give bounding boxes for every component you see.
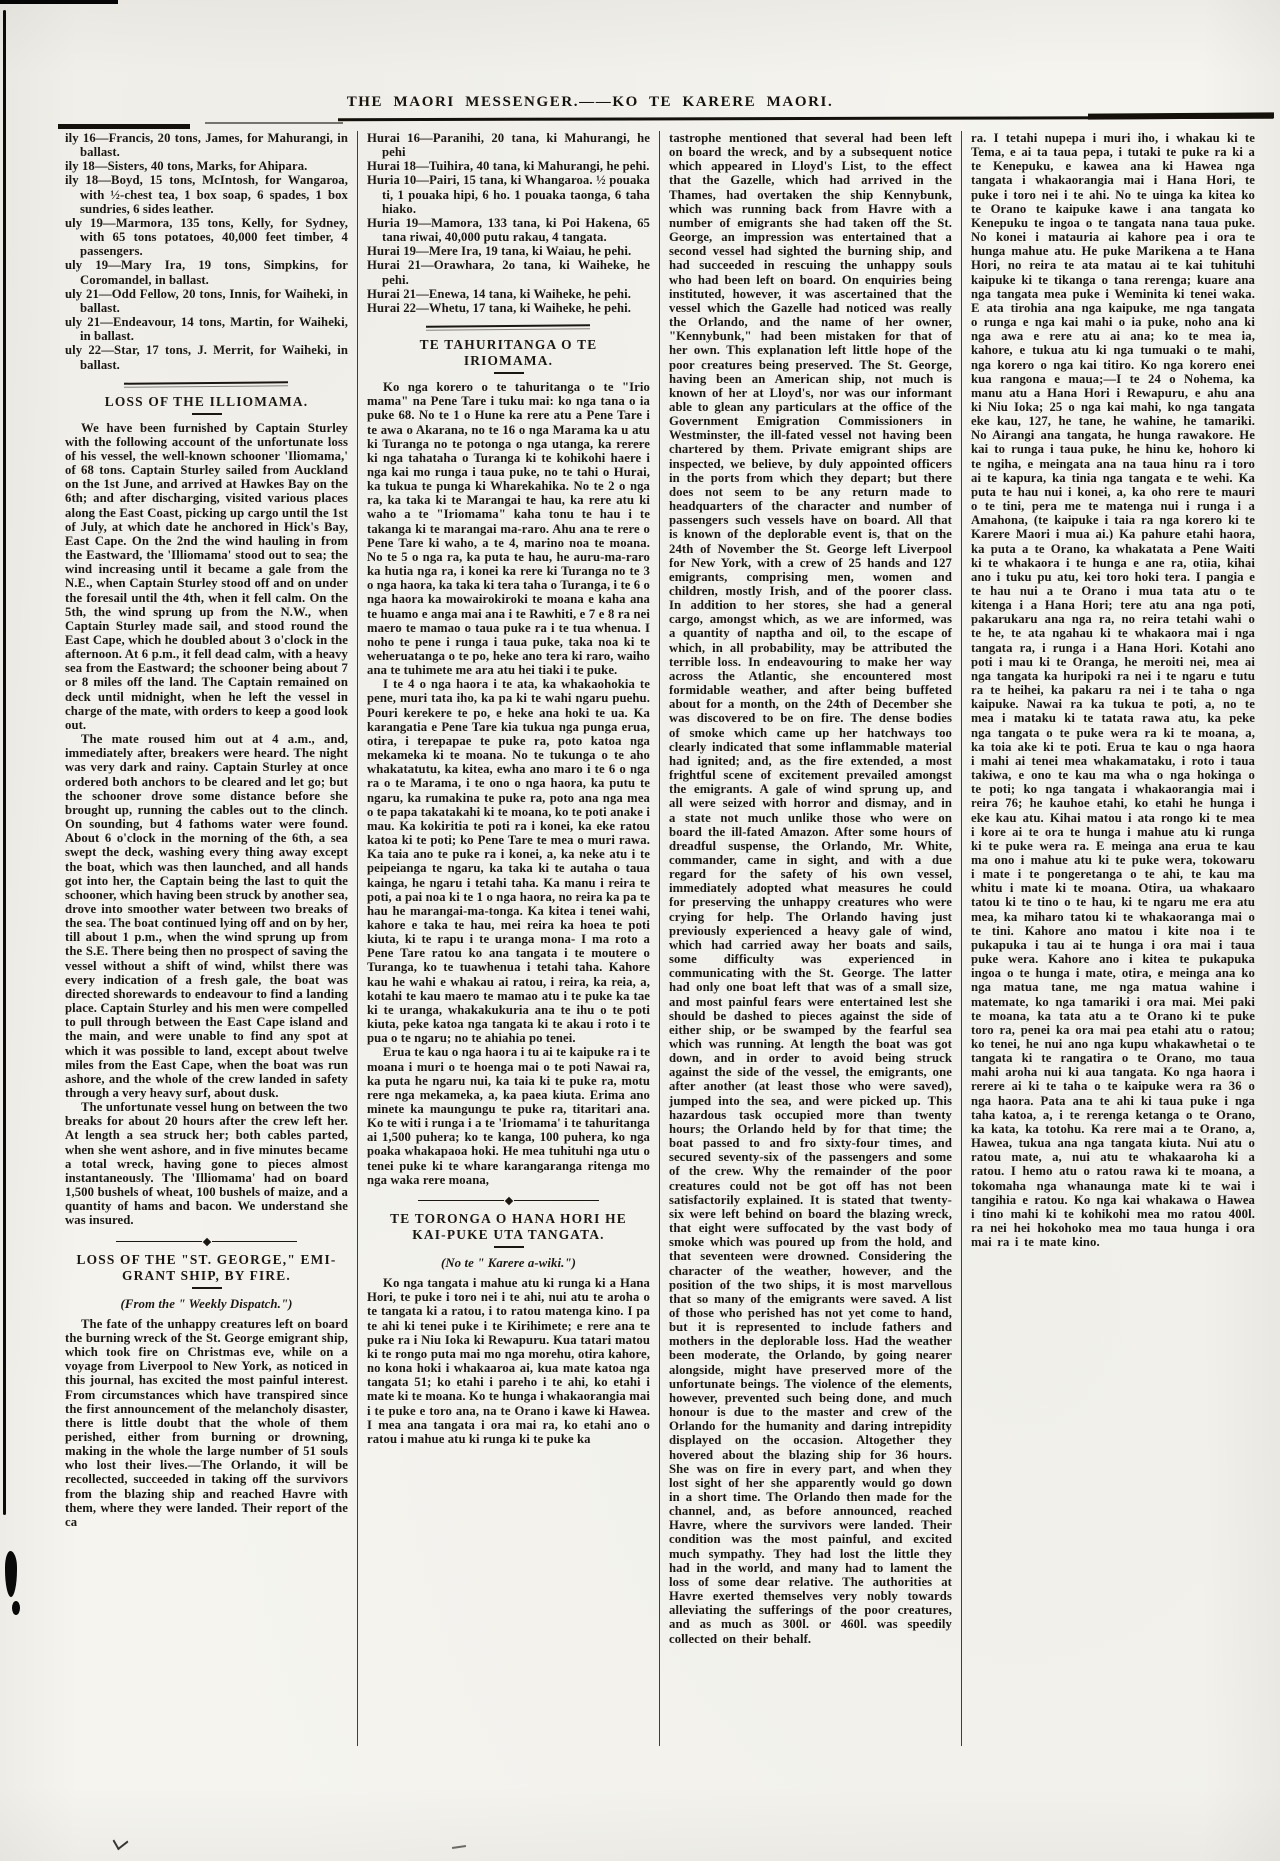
masthead-rule-left-fragment: [58, 124, 190, 129]
masthead-rule-left-fragment-light: [205, 122, 343, 124]
article-paragraph: I te 4 o nga haora i te ata, ka whakaohokia te pene, muri tata iho, ka pa ki te wahi ngaru puehu. Pouri kerekere te po, e heke ana hoki te ua. Ka karangatia e Pene Tare kia tukua nga punga erua, otira, i terepapae te puke ra, poto katoa nga mekameka ki te moana. No te tukunga o te aho whakatatutu, ka kitea, ewha ano maro i te 6 o nga ra o te Marama, i te ono o nga haora, ka putu te ngaru, ka rumakina te puke ra, poto ana nga mea o te papa takatakahi ki te moana, ko te poti anake i mau. Ka kokiritia te poti ra i konei, ka eke ratou katoa ki te poti; ko Pene Tare te mea o muri rawa. Ka taia ano te puke ra i konei, a, ka neke atu i te peipeianga te ngaru, ka taka ki te autaha o taua kainga, he ngaru i tetahi taha. Ka manu i reira te poti, a pai noa ki te 1 o nga haora, no reira ka pa te hau he marangai-ma-tonga. Ka kitea i tenei wahi, kahore e taka te hau, mei reira ka hoea te poti kiuta, ki te rapu i te uranga mona- I ma roto a Pene Tare ratou ko ana tangata i te moutere o Turanga, ko te tuawhenua i tetahi taha. Kahore kau he wahi e whakau ai ratou, i reira, ka reia, a, kotahi te kau maero te mamao atu i te puke ka tae ki te uranga, whakakukuria ana te ihu o te poti kiuta, peke katoa nga tangata ki te akau i roto i te pua o te ngaru; no te ahiahia po tenei.: [367, 677, 650, 1046]
article-paragraph: We have been furnished by Captain Sturley with the following account of the unfortunate loss of his vessel, the well-known schooner 'Iliomama,' of 68 tons. Captain Sturley sailed from Auckland on the 1st June, and arrived at Hawkes Bay on the 6th; and after discharging, visited various places along the East Coast, picking up cargo until the 1st of July, at which date he anchored in Hick's Bay, East Cape. On the 2nd the wind hauling in from the Eastward, the 'Illiomama' stood out to sea; the wind increasing until it became a gale from the N.E., when Captain Sturley stood off and on under the foresail until the 4th, when it fell calm. On the 5th, the wind sprung up from the N.W., when Captain Sturley made sail, and stood round the East Cape, which he doubled about 3 o'clock in the afternoon. At 6 p.m., it fell dead calm, with a heavy sea from the Eastward; the schooner being about 7 or 8 miles off the land. The Captain remained on deck until midnight, when he left the vessel in charge of the mate, with orders to keep a good look out.: [65, 420, 348, 732]
diamond-icon: [504, 1197, 512, 1205]
ornament-divider: [418, 1198, 599, 1204]
shipping-entry: Hurai 21—Orawhara, 2o tana, ki Waiheke, he pehi.: [367, 258, 650, 287]
article-heading: LOSS OF THE "ST. GEORGE," EMI-GRANT SHIP, BY FIRE.: [76, 1251, 337, 1283]
article-paragraph: tastrophe mentioned that several had been left on board the wreck, and by a subsequent notice which appeared in Lloyd's List, to the effect that the Gazelle, which had arrived in the Thames, had overtaken the ship Kennybunk, which was running back from Havre with a number of emigrants she had taken off the St. George, an impression was entertained that a second vessel had sighted the burning ship, and had succeeded in rescuing the unhappy souls who had been left on board. On enquiries being instituted, however, it was ascertained that the vessel which the Gazelle had noticed was really the Orlando, and the name of her owner, "Kennybunk," had been mistaken for that of her own. This explanation left little hope of the poor creatures being preserved. The St. George, having been an American ship, not much is known of her at Lloyd's, nor was our informant able to glean any particulars at the office of the Government Emigration Commissioners in Westminster, the ill-fated vessel not having been chartered by them. Private emigrant ships are inspected, we believe, by duly appointed officers in the ports from which they depart; but there does not seem to be any return made to headquarters of the character and number of passengers such vessels have on board. All that is known of the deplorable event is, that on the 24th of November the St. George left Liverpool for New York, with a crew of 25 hands and 127 emigrants, comprising men, women and children, mostly Irish, and of the poorer class. In addition to her stores, she had a general cargo, amongst which, as we are informed, was a quantity of naptha and oil, to the escape of which, in all probability, may be attributed the terrible loss. In endeavouring to make her way across the Atlantic, she encountered most formidable weather, and after being buffeted about for a month, on the 24th of December she was discovered to be on fire. The dense bodies of smoke which came up her hatchways too clearly indicated that some inflammable material had ignited; and, as the fire extended, a most frightful scene of excitement prevailed amongst the emigrants. A gale of wind sprung up, and all were seized with horror and dismay, and in a state not much unlike those who were on board the ill-fated Amazon. After some hours of dreadful suspense, the Orlando, Mr. White, commander, came in sight, and with a due regard for the safety of his own vessel, immediately adopted what measures he could for preserving the unhappy creatures who were crying for help. The Orlando having just previously experienced a heavy gale of wind, which had carried away her boats and sails, some difficulty was experienced in communicating with the St. George. The latter had only one boat left that was of a small size, and most painful fears were entertained lest she should be dashed to pieces against the side of either ship, or be swamped by the fearful sea which was running. At length the boat was got down, and in order to avoid being struck against the side of the vessel, the emigrants, one after another (at least those who were saved), jumped into the sea, and were picked up. This hazardous task occupied more than twenty hours; the Orlando held by for that time; the boat passed to and fro sixty-four times, and secured seventy-six of the passengers and some of the crew. Why the remainder of the poor creatures could not be got off has not been satisfactorily explained. It is stated that twenty-six were left behind on board the blazing wreck, that eight were suffocated by the vast body of smoke which was poured up from the hold, and that seventeen were drowned. Considering the character of the weather, however, and the position of the two ships, it is most marvellous that so many of the emigrants were saved. A list of those who perished has not yet come to hand, but it is represented to include fathers and mothers in the deplorable loss. Had the weather been moderate, the Orlando, by going nearer alongside, might have preserved more of the unfortunate beings. The violence of the elements, however, prevented such being done, and much honour is due to the master and crew of the Orlando for the humanity and daring intrepidity displayed on the occasion. Altogether they hovered about the blazing ship for 36 hours. She was on fire in every part, and when they lost sight of her she apparently would go down in a short time. The Orlando then made for the channel, and, as before announced, reached Havre, where the survivors were landed. Their condition was the most painful, and excited much sympathy. They had lost the little they had in the world, and many had to lament the loss of some dear relative. The authorities at Havre exerted themselves very nobly towards alleviating the sufferings of the poor creatures, and as much as 300l. or 460l. was speedily collected on their behalf.: [669, 131, 952, 1646]
shipping-entry: Hurai 22—Whetu, 17 tana, ki Waiheke, he pehi.: [367, 300, 632, 315]
article-paragraph: Ko nga korero o te tahuritanga o te "Irio mama" na Pene Tare i tuku mai: ko nga tana o ia puke 68. No te 1 o Hune ka rere atu a Pene Tare i te awa o Akarana, no te 16 o nga Marama ka u atu ki Turanga no te potonga o nga utanga, ka rerere ki nga tahataha o Turanga ki te kohikohi haere i nga kai mo runga i taua puke, no te tahi o Hurai, ka tukua te punga ki Wharekahika. No te 2 o nga ra, ka taka ki te Marangai te hau, ka rere atu ki waho a te "Iriomama" kaha tonu te hau i te takanga ki te marangai ma-raro. Ahu ana te rere o Pene Tare ki waho, a te 4, marino noa te moana. No te 5 o nga ra, ka puta te hau, he auru-ma-raro ka hutia nga ra, i konei ka rere ki Turanga no te 3 o nga haora, ka taka ki tera taha o Turanga, i te 6 o nga haora ka mowairokiroki te moana e kaha ana te huamo e anga mai ana i te Rawhiti, e 7 e 8 ra nei maero te mamao o taua puke ra i te tua whenua. I noho te pene i runga i taua puke, taka noa ki te weheruatanga o te po, heke ano tera ki raro, waiho ana te tuhimete me ara atu hei tiaki i te puke.: [367, 380, 650, 678]
article-heading: TE TORONGA O HANA HORI HE KAI-PUKE UTA TANGATA.: [390, 1210, 627, 1242]
article-source: (No te " Karere a-wiki."): [440, 1255, 577, 1270]
scan-artifact-ink-blob: [5, 1551, 17, 1597]
article-paragraph: The fate of the unhappy creatures left on board the burning wreck of the St. George emigrant ship, which took fire on Christmas eve, while on a voyage from Liverpool to New York, as noticed in this journal, has excited the most painful interest. From circumstances which have transpired since the first announcement of the melancholy disaster, there is little doubt that the whole of them perished, either from burning or drowning, making in the whole the large number of 51 souls who lost their lives.—The Orlando, it will be recollected, succeeded in taking off the survivors from the blazing ship and reached Havre with them, where they were landed. Their report of the ca: [65, 1316, 348, 1529]
article-paragraph: The unfortunate vessel hung on between the two breaks for about 20 hours after the crew left her. At length a sea struck her; both cables parted, when she went ashore, and in five minutes became a total wreck, having gone to pieces almost instantaneously. The 'Illiomama' had on board 1,500 bushels of wheat, 100 bushels of maize, and a quantity of hams and bacon. We understand she was insured.: [65, 1100, 348, 1228]
shipping-entry: Huria 19—Mamora, 133 tana, ki Poi Hakena, 65 tana riwai, 40,000 putu rakau, 4 tangata.: [367, 215, 650, 245]
shipping-entry: Hurai 19—Mere Ira, 19 tana, ki Waiau, he pehi.: [367, 244, 632, 259]
shipping-entry: uly 21—Odd Fellow, 20 tons, Innis, for Waiheki, in ballast.: [65, 286, 348, 315]
shipping-entry: ily 18—Sisters, 40 tons, Marks, for Ahipara.: [65, 159, 308, 174]
heading-underline: [494, 372, 524, 374]
shipping-entry: Hurai 18—Tuihira, 40 tana, ki Mahurangi, he pehi.: [367, 159, 650, 174]
article-heading: TE TAHURITANGA O TE IRIOMAMA.: [419, 337, 598, 369]
diamond-icon: [202, 1237, 210, 1245]
article-paragraph: ra. I tetahi nupepa i muri iho, i whakau ki te Tema, e ai ta taua pepa, i tutaki te puke ra ki a te Kenepuku, e kawea ana ki Hawea nga tangata i whakaorangia mai i Hana Hori, te puke i toro nei i te ahi. No te uinga ka kitea ko te Orano te kaipuke kawe i ana tangata ko Kenepuku te ingoa o te tangata nana taua puke. No konei i matauria ai kahore pea i ora te hunga mahue atu. He puke Marikena a te Hana Hori, no reira te ata matau ai te kai tuhituhi kaipuke ki te tikanga o tana rerenga; kuare ana nga tangata mea puke i Weminita ki tenei waka. E ata tirohia ana nga kaipuke, me nga tangata o runga e nga kai mahi o ia puke, noho ana ki nga awa e rere atu ai ana; ko te mea ia, kahore, e tukua atu ki nga tumuaki o te mahi, nga korero o nga kai titiro. Ko nga korero enei kua rangona e maua;—I te 24 o Nohema, ka manu atu a Hana Hori i Rewapuru, e ahu ana ki Niu Ioka; 25 o nga kai mahi, ko nga tangata eke kau, 127, he tane, he wahine, he tamariki. No Airangi ana tangata, he hunga rawakore. He kai to runga i taua puke, he hinu ke, hohoro ki te ngiha, e meingata ana na taua hinu ra i toro ai te kapura, ka tinia nga tangata e te wehi. Ka puta te hau nui i konei, a, ka oho rere te mauri o te tini, pera me te matenga nui i runga i a Amahona, (te kaipuke i taia ra nga korero ki te Karere Maori i mua ai.) Ka pahure etahi haora, ka puta a te Orano, ka whakatata a Pene Waiti ki te whakaora i te hunga e ane ra, otiia, kihai ano i tuku pu atu, kei toro hoki tera. I pangia e te hau nui a te Orano i mua tata atu o te kitenga i a Hana Hori; tere atu ana nga poti, pakarukaru ana nga ra, no reira tetahi wahi o te he, te ata ngahau ki te whakaora mai i nga tangata ra, i runga i a Hana Hori. Kotahi ano poti i mau ki te Oranga, he meroiti nei, mea ai nga tangata ka huripoki ra nei i te ngaru e tutu ra te heihei, ka pakaru ra nei i te taha o nga kaipuke. Nawai ra ka tukua te poti, a, no te mea i mataku ki te tatata rawa atu, ka peke nga tangata o te puke wera ra ki te moana, a, ka toia ake ki te poti. Erua te kau o nga haora i mahi ai tenei mea whakamataku, i roto i taua takiwa, e ono te kau ma wha o nga hokinga o te poti; ko nga tangata i whakaorangia mai i reira 76; he kauhoe etahi, ko etahi he hunga i eke kau atu. Kihai matou i ata rongo ki te mea i kore ai te ora te hunga i mahue atu ki runga ki te puke wera ra. E meinga ana erua te kau ma ono i mahue atu ki te puke wera, tokowaru i mate i te pongeretanga o te ahi, te kau ma whitu i mate ki te moana. Otira, ua whakaaro tatou ki te tino o te hau, ki te ngaru me era atu mea, ka miharo tatou ki te whakaoranga mai o te tini. Kahore ano matou i kite noa i te pukapuka i tau ai te hunga i ora mai i taua puke wera. Kahore ano i kitea te pukapuka ingoa o te hunga i mate, otira, e meinga ana ko nga matua tane, me nga matua wahine i matemate, ko nga tamariki i ora mai. Mei paki te moana, ka tata atu a te Orano ki te puke toro ra, penei ka ora mai pea etahi atu o ratou; ko tenei, he nui ano nga kupu whakawhetai o te tangata ki te rangatira o te Orano, mo taua mahi aroha nui ki aua tangata. Ko nga haora i rerere ai ki te taha o te kaipuke wera ra 36 o nga haora. Pata ana te ahi ki taua puke i nga taha katoa, a, i te rerenga ketanga o te Orano, ka kata, ka totohu. Ka rere mai a te Orano, a, Hawea, tukua ana nga tangata kiuta. Nui atu o ratou mate, a, nui atu te whakaaroha ki a ratou. I hemo atu o ratou rawa ki te moana, a tokomaha nga whanaunga mate ki te wai i tangihia e ratou. Ko nga kai whakawa o Hawea i tino mahi ki te kohikohi mea mo ratou 400l. ra nei hei hokohoko mea mo taua hunga i ora mai ra i te mate kino.: [971, 131, 1255, 1250]
column-4: [962, 131, 1264, 1746]
article-source: (From the " Weekly Dispatch."): [120, 1296, 293, 1311]
article-paragraph: Erua te kau o nga haora i tu ai te kaipuke ra i te moana i muri o te hoenga mai o te poti Nawai ra, ka puta he ngaru nui, ka taia ki te puke ra, motu rere nga mekameka, a, ka paea kiuta. Erima ano minete ka maungungu te puke ra, titaritari ana. Ko te witi i runga i a te 'Iriomama' i te tahuritanga ai 1,500 puhera; ko te kanga, 100 puhera, ko nga poaka whakapaoa hoki. He mea tuhituhi nga utu o tenei puke ki te whare karangaranga ritenga mo nga waka rere moana,: [367, 1045, 650, 1187]
shipping-entry: Hurai 21—Enewa, 14 tana, ki Waiheke, he pehi.: [367, 286, 632, 301]
heading-underline: [192, 413, 222, 415]
shipping-entry: uly 19—Mary Ira, 19 tons, Simpkins, for Coromandel, in ballast.: [65, 258, 348, 287]
newspaper-columns: [56, 131, 1264, 1746]
scan-artifact-top-edge: [0, 0, 118, 4]
shipping-entry: Hurai 16—Paranihi, 20 tana, ki Mahurangi, he pehi: [367, 131, 650, 160]
shipping-entry: uly 19—Marmora, 135 tons, Kelly, for Sydney, with 65 tons potatoes, 40,000 feet timber, 4 passengers.: [65, 215, 348, 259]
article-paragraph: The mate roused him out at 4 a.m., and, immediately after, breakers were heard. The night was very dark and rainy. Captain Sturley at once ordered both anchors to be cleared and let go; but the schooner drove some distance before she brought up, running the cables out to the clinch. On sounding, but 4 fathoms water were found. About 6 o'clock in the morning of the 6th, a sea swept the deck, washing every thing away except the boat, which was then launched, and all hands got into her, the Captain being the last to quit the schooner, which having been struck by another sea, drove into smoother water between two breaks of the sea. The boat continued lying off and on by her, till about 1 p.m., when the wind sprung up from the S.E. There being then no prospect of saving the vessel without a shift of wind, whilst there was every indication of a fresh gale, the boat was directed shorewards to endeavour to find a landing place. Captain Sturley and his men were compelled to pull through between the East Cape island and the main, and were unable to find any spot at which it was possible to land, except about twelve miles from the East Cape, when the boat was run ashore, and the whole of the crew landed in safety through a very heavy surf, about dusk.: [65, 732, 348, 1100]
shipping-entry: uly 21—Endeavour, 14 tons, Martin, for Waiheki, in ballast.: [65, 315, 348, 344]
masthead-title: THE MAORI MESSENGER.——KO TE KARERE MAORI.: [346, 94, 834, 110]
scan-artifact-speck: [452, 1845, 466, 1849]
heading-underline: [192, 1287, 222, 1289]
scan-artifact-ink-blob: [12, 1601, 20, 1615]
shipping-list: [367, 131, 650, 315]
column-1: [56, 131, 358, 1746]
scan-artifact-pen-mark: [113, 1833, 129, 1851]
article-heading: LOSS OF THE ILLIOMAMA.: [104, 393, 309, 409]
article-paragraph: Ko nga tangata i mahue atu ki runga ki a Hana Hori, te puke i toro nei i te ahi, nui atu te aroha o te tangata ki a ratou, i to ratou matenga kino. I pa te ahi ki tenei puke i te Kirihimete; e rere ana te puke ra i Niu Ioka ki Rewapuru. Kua tatari matou ki te rongo puta mai mo nga morehu, otira kahore, no kona hoki i whakaaroa ai, kua mate katoa nga tangata 51; ko etahi i pareho i te ahi, ko etahi i mate ki te moana. Ko te hunga i whakaorangia mai i te puke e toro ana, na te Orano i kawe ki Hawea. I mea ana tangata i ora mai ra, ko etahi ano o ratou i mahue atu ki runga ki te puke ka: [367, 1276, 650, 1446]
column-3: [660, 131, 962, 1746]
shipping-entry: uly 22—Star, 17 tons, J. Merrit, for Waiheki, in ballast.: [65, 343, 348, 372]
shipping-list: [65, 131, 348, 372]
heading-underline: [494, 1246, 524, 1248]
section-divider-rule: [426, 324, 590, 330]
ornament-divider: [116, 1239, 297, 1245]
shipping-entry: ily 16—Francis, 20 tons, James, for Mahurangi, in ballast.: [65, 131, 348, 160]
scan-artifact-left-edge: [3, 10, 6, 1515]
shipping-entry: ily 18—Boyd, 15 tons, McIntosh, for Wangaroa, with ½-chest tea, 1 box soap, 6 spades, 1 box sundries, 6 sides leather.: [65, 173, 348, 216]
section-divider-rule: [124, 381, 288, 387]
column-2: [358, 131, 660, 1746]
shipping-entry: Huria 10—Pairi, 15 tana, ki Whangaroa. ½ pouaka ti, 1 pouaka hipi, 6 ho. 1 pouaka taonga, 6 taha hiako.: [367, 173, 650, 216]
